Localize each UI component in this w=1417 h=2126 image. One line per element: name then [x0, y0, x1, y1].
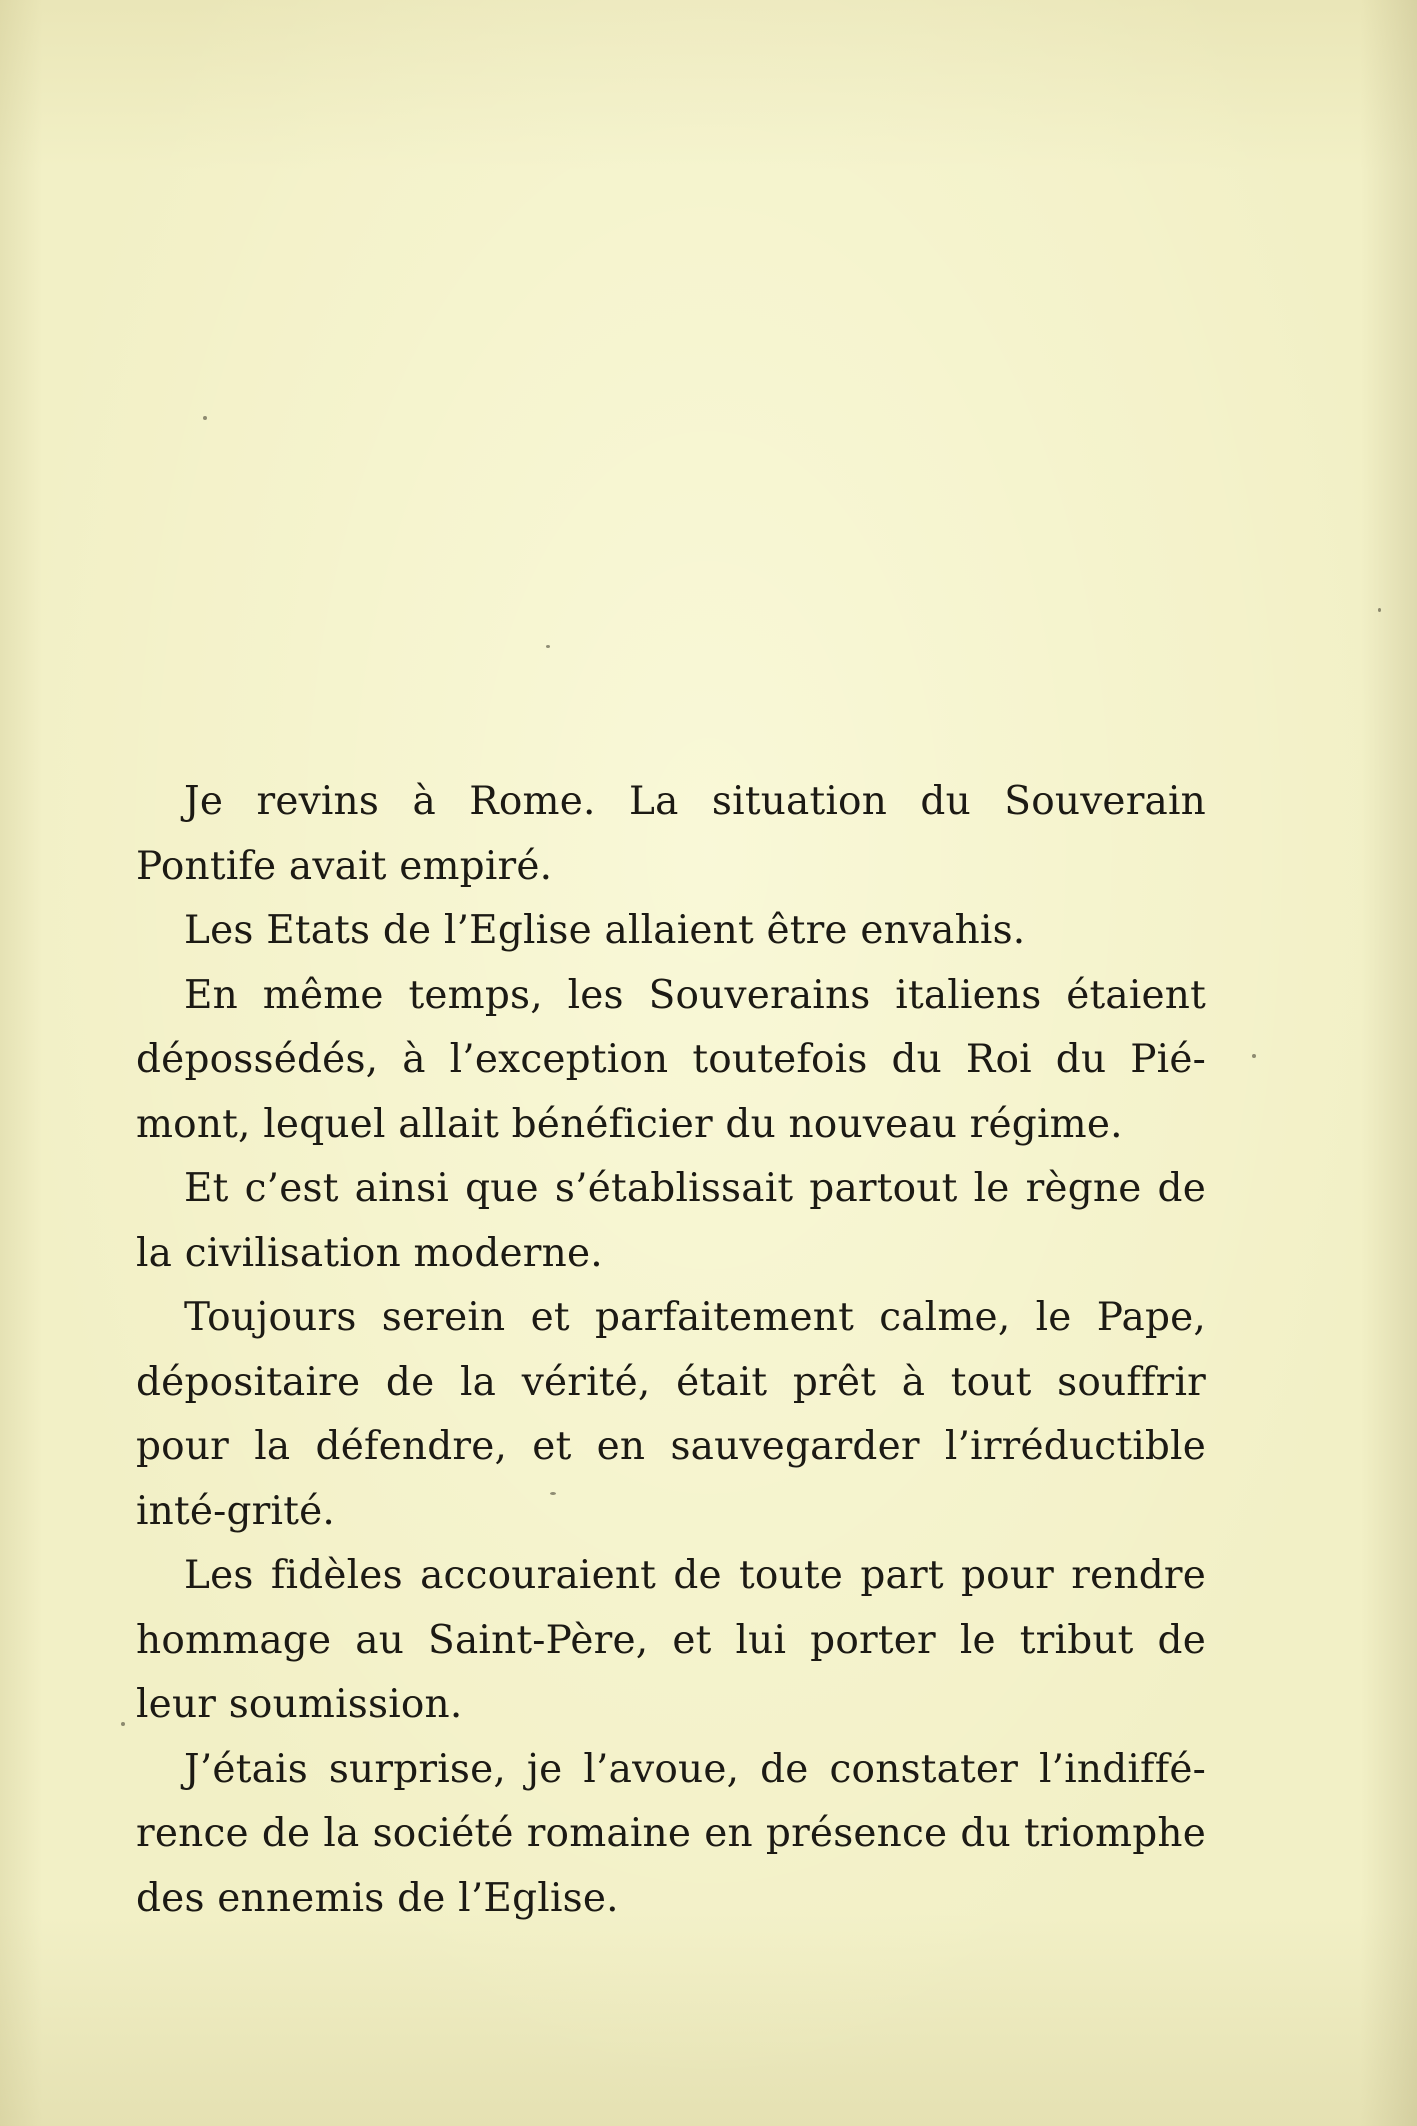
paragraph: Toujours serein et parfaitement calme, le Pape, dépositaire de la vérité, était prêt à tout souffrir pour la défendre, et en sauvegarder l’irréductible inté-grité. — [136, 1295, 1206, 1534]
paragraph: J’étais surprise, je l’avoue, de constater l’indiffé-rence de la société romaine en présence du triomphe des ennemis de l’Eglise. — [136, 1746, 1206, 1921]
paragraph: Les fidèles accouraient de toute part pour rendre hommage au Saint-Père, et lui porter le tribut de leur soumission. — [136, 1553, 1206, 1727]
paper-speck — [1252, 1054, 1256, 1058]
paper-speck — [203, 416, 207, 420]
paper-speck — [1378, 608, 1381, 612]
paper-speck — [546, 645, 550, 648]
paragraph: Je revins à Rome. La situation du Souverain Pontife avait empiré. — [136, 779, 1206, 889]
paragraph: Et c’est ainsi que s’établissait partout le règne de la civilisation moderne. — [136, 1166, 1206, 1276]
paragraph: En même temps, les Souverains italiens étaient dépossédés, à l’exception toutefois du Roi du Pié-mont, lequel allait bénéficier du nouveau régime. — [136, 972, 1206, 1147]
paper-speck — [121, 1722, 125, 1726]
paragraph: Les Etats de l’Eglise allaient être envahis. — [184, 908, 1026, 953]
body-text — [136, 770, 1206, 1931]
